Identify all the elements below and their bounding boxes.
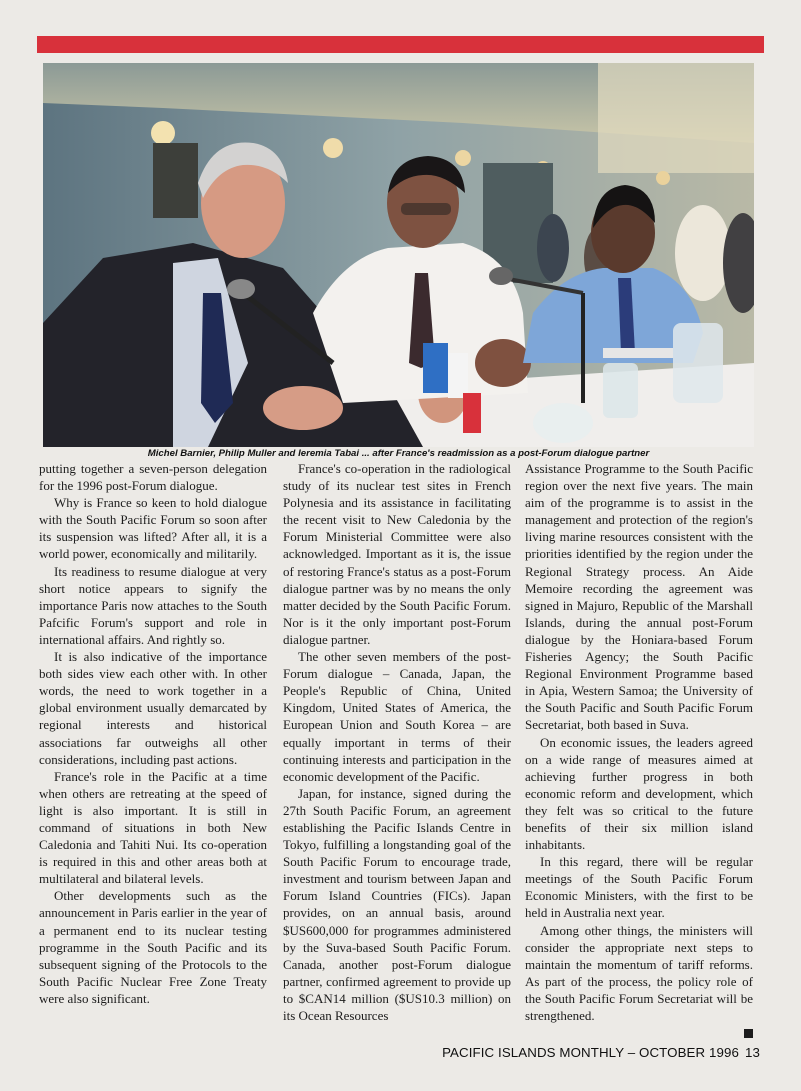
end-of-article-mark <box>744 1029 753 1038</box>
paragraph: Why is France so keen to hold dialogue with the South Pacific Forum so soon after its suspension was lifted? After all, it is a world power, economically and militarily. <box>39 495 267 562</box>
paragraph: France's co-operation in the radiological study of its nuclear test sites in French Polynesia and its assistance in facilitating the recent visit to New Caledonia by the Forum Ministerial Committee were also acknowledged. Important as it is, the issue of restoring France's status as a post-Forum dialogue partner was by no means the only matter decided by the South Pacific Forum. Nor is it the only important post-Forum dialogue partner. <box>283 461 511 647</box>
header-color-bar <box>37 36 764 53</box>
page-number: 13 <box>745 1045 760 1060</box>
paragraph: Its readiness to resume dialogue at very short notice appears to signify the importance Paris now attaches to the South Pafcific Forum's support and role in international affairs. And rightly so. <box>39 563 267 647</box>
paragraph: On economic issues, the leaders agreed on a wide range of measures aimed at achieving further progress in both economic reform and development, which they felt was so critical to the future benefits of their six million island inhabitants. <box>525 734 753 853</box>
photo-caption: Michel Barnier, Philip Muller and Ieremia Tabai ... after France's readmission as a post-Forum dialogue partner <box>147 448 650 459</box>
paragraph: putting together a seven-person delegation for the 1996 post-Forum dialogue. <box>39 461 267 494</box>
paragraph: Japan, for instance, signed during the 27th South Pacific Forum, an agreement establishing the Pacific Islands Centre in Tokyo, fulfilling a longstanding goal of the South Pacific Forum to encourage trade, investment and tourism between Japan and Forum Island Countries (FICs). Japan provides, on an annual basis, around $US600,000 for programmes administered by the Suva-based South Pacific Forum. Canada, another post-Forum dialogue partner, confirmed agreement to provide up to $CAN14 million ($US10.3 million) on its Ocean Resources <box>283 785 511 1023</box>
paragraph: Assistance Programme to the South Pacific region over the next five years. The main aim of the programme is to assist in the management and protection of the region's living marine resources consistent with the priorities identified by the region under the Regional Strategy process. An Aide Memoire recording the agreement was signed in Majuro, Republic of the Marshall Islands, during the annual post-Forum dialogue by the Honiara-based Forum Fisheries Agency; the South Pacific Regional Environment Programme based in Apia, Western Samoa; the University of the South Pacific and South Pacific Forum Secretariat, both based in Suva. <box>525 461 753 733</box>
paragraph: Among other things, the ministers will consider the appropriate next steps to maintain the momentum of tariff reforms. As part of the process, the policy role of the South Pacific Forum Secretariat will be strengthened. <box>525 922 753 1023</box>
paragraph: France's role in the Pacific at a time when others are retreating at the speed of light is also important. It is still in command of situations in both New Caledonia and Tahiti Nui. Its co-operation is required in this and other areas both at multilateral and bilateral levels. <box>39 768 267 887</box>
publication-line: PACIFIC ISLANDS MONTHLY – OCTOBER 1996 <box>442 1045 739 1060</box>
article-column-2 <box>283 460 511 1024</box>
meeting-photo <box>43 63 754 447</box>
article-column-1 <box>39 460 267 1007</box>
page-footer <box>420 1045 760 1060</box>
article-column-3 <box>525 460 753 1038</box>
paragraph: Other developments such as the announcement in Paris earlier in the year of a permanent end to its nuclear testing programme in the South Pacific and its subsequent signing of the Protocols to the South Pacific Nuclear Free Zone Treaty were also significant. <box>39 888 267 1006</box>
paragraph: It is also indicative of the importance both sides view each other with. In other words, the need to work together in a global environment usually demarcated by regional interests and historical associations far outweighs all other considerations, including past actions. <box>39 649 267 767</box>
paragraph: The other seven members of the post-Forum dialogue – Canada, Japan, the People's Republic of China, United Kingdom, United States of America, the European Union and South Korea – are equally important in terms of their continuing interests and participation in the economic development of the Pacific. <box>283 649 511 784</box>
paragraph: In this regard, there will be regular meetings of the South Pacific Forum Economic Ministers, with the first to be held in Australia next year. <box>525 854 753 921</box>
